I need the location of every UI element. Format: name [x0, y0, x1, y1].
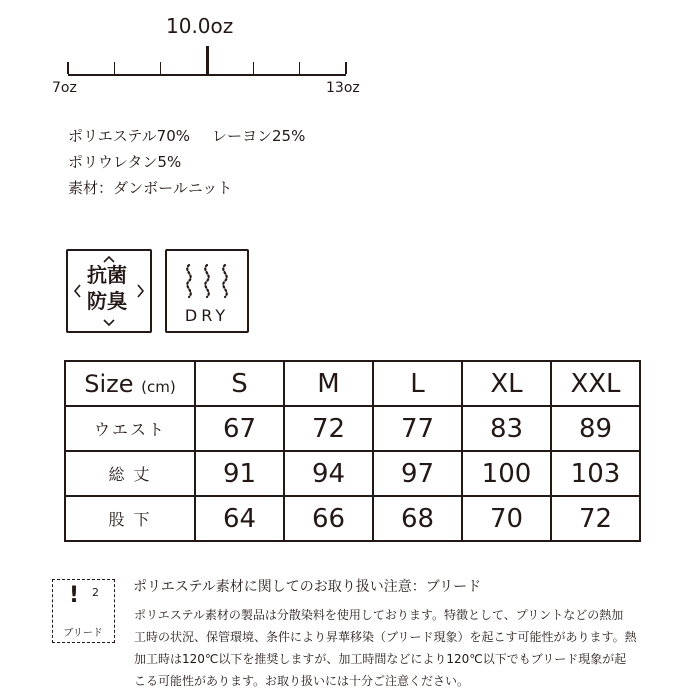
- antibacterial-deodorant-icon: [66, 249, 152, 333]
- total-length-l: 97: [373, 451, 462, 496]
- total-length-label: 総 丈: [65, 451, 195, 496]
- size-m: M: [284, 361, 373, 406]
- size-s: S: [195, 361, 284, 406]
- inseam-label: 股 下: [65, 496, 195, 541]
- care-note-title: ポリエステル素材に関してのお取り扱い注意：ブリード: [133, 579, 482, 595]
- size-l: L: [373, 361, 462, 406]
- scale-max-label: 13oz: [326, 80, 360, 96]
- table-row: [65, 496, 640, 541]
- size-table: [64, 360, 641, 542]
- scale-tick: [299, 62, 301, 74]
- inseam-l: 68: [373, 496, 462, 541]
- size-xxl: XXL: [551, 361, 640, 406]
- waist-xl: 83: [462, 406, 551, 451]
- vapor-icon: [167, 255, 247, 305]
- scale-tick: [253, 62, 255, 74]
- size-unit-label: (cm): [141, 377, 176, 396]
- size-header-cell: [65, 361, 195, 406]
- table-row: [65, 451, 640, 496]
- scale-tick: [345, 62, 347, 74]
- total-length-xl: 100: [462, 451, 551, 496]
- dry-function-icon: [165, 249, 249, 333]
- care-note-line-4: こる可能性があります。お取り扱いには十分ご注意ください。: [134, 674, 470, 688]
- deodorant-label: 防臭: [87, 289, 127, 313]
- table-row: [65, 406, 640, 451]
- scale-tick: [114, 62, 116, 74]
- bleed-icon-number: 2: [92, 586, 99, 599]
- polyurethane-ratio: ポリウレタン5%: [68, 153, 182, 171]
- care-note-line-3: 加工時は120℃以下を推奨しますが、加工時間などにより120℃以下でもブリード現象が起: [134, 652, 627, 666]
- size-header-row: [65, 361, 640, 406]
- weight-level-marker: [206, 46, 209, 74]
- waist-l: 77: [373, 406, 462, 451]
- care-note-line-2: 工時の状況、保管環境、条件により昇華移染（ブリード現象）を起こす可能性があります。熱: [134, 630, 637, 644]
- waist-xxl: 89: [551, 406, 640, 451]
- waist-m: 72: [284, 406, 373, 451]
- bleed-warning-icon: [52, 579, 115, 643]
- rayon-ratio: レーヨン25%: [212, 127, 306, 145]
- care-note-line-1: ポリエステル素材の製品は分散染料を使用しております。特徴として、プリントなどの熱加: [134, 608, 624, 622]
- material-composition-line-1: [68, 123, 305, 149]
- antibacterial-label: 抗菌: [87, 263, 127, 287]
- total-length-xxl: 103: [551, 451, 640, 496]
- scale-tick: [160, 62, 162, 74]
- inseam-m: 66: [284, 496, 373, 541]
- fabric-weight-scale: [68, 74, 346, 76]
- size-xl: XL: [462, 361, 551, 406]
- waist-s: 67: [195, 406, 284, 451]
- total-length-s: 91: [195, 451, 284, 496]
- scale-min-label: 7oz: [52, 80, 77, 96]
- fabric-type: 素材：ダンボールニット: [68, 179, 233, 197]
- total-length-m: 94: [284, 451, 373, 496]
- inseam-xxl: 72: [551, 496, 640, 541]
- inseam-s: 64: [195, 496, 284, 541]
- inseam-xl: 70: [462, 496, 551, 541]
- scale-tick: [67, 62, 69, 74]
- dry-label: DRY: [184, 306, 230, 325]
- waist-label: ウエスト: [65, 406, 195, 451]
- bleed-icon-label: ブリード: [63, 628, 103, 639]
- fabric-weight-value: 10.0oz: [166, 14, 234, 38]
- size-header-label: Size: [84, 369, 134, 398]
- polyester-ratio: ポリエステル70%: [68, 127, 190, 145]
- exclamation-icon: !: [69, 583, 80, 608]
